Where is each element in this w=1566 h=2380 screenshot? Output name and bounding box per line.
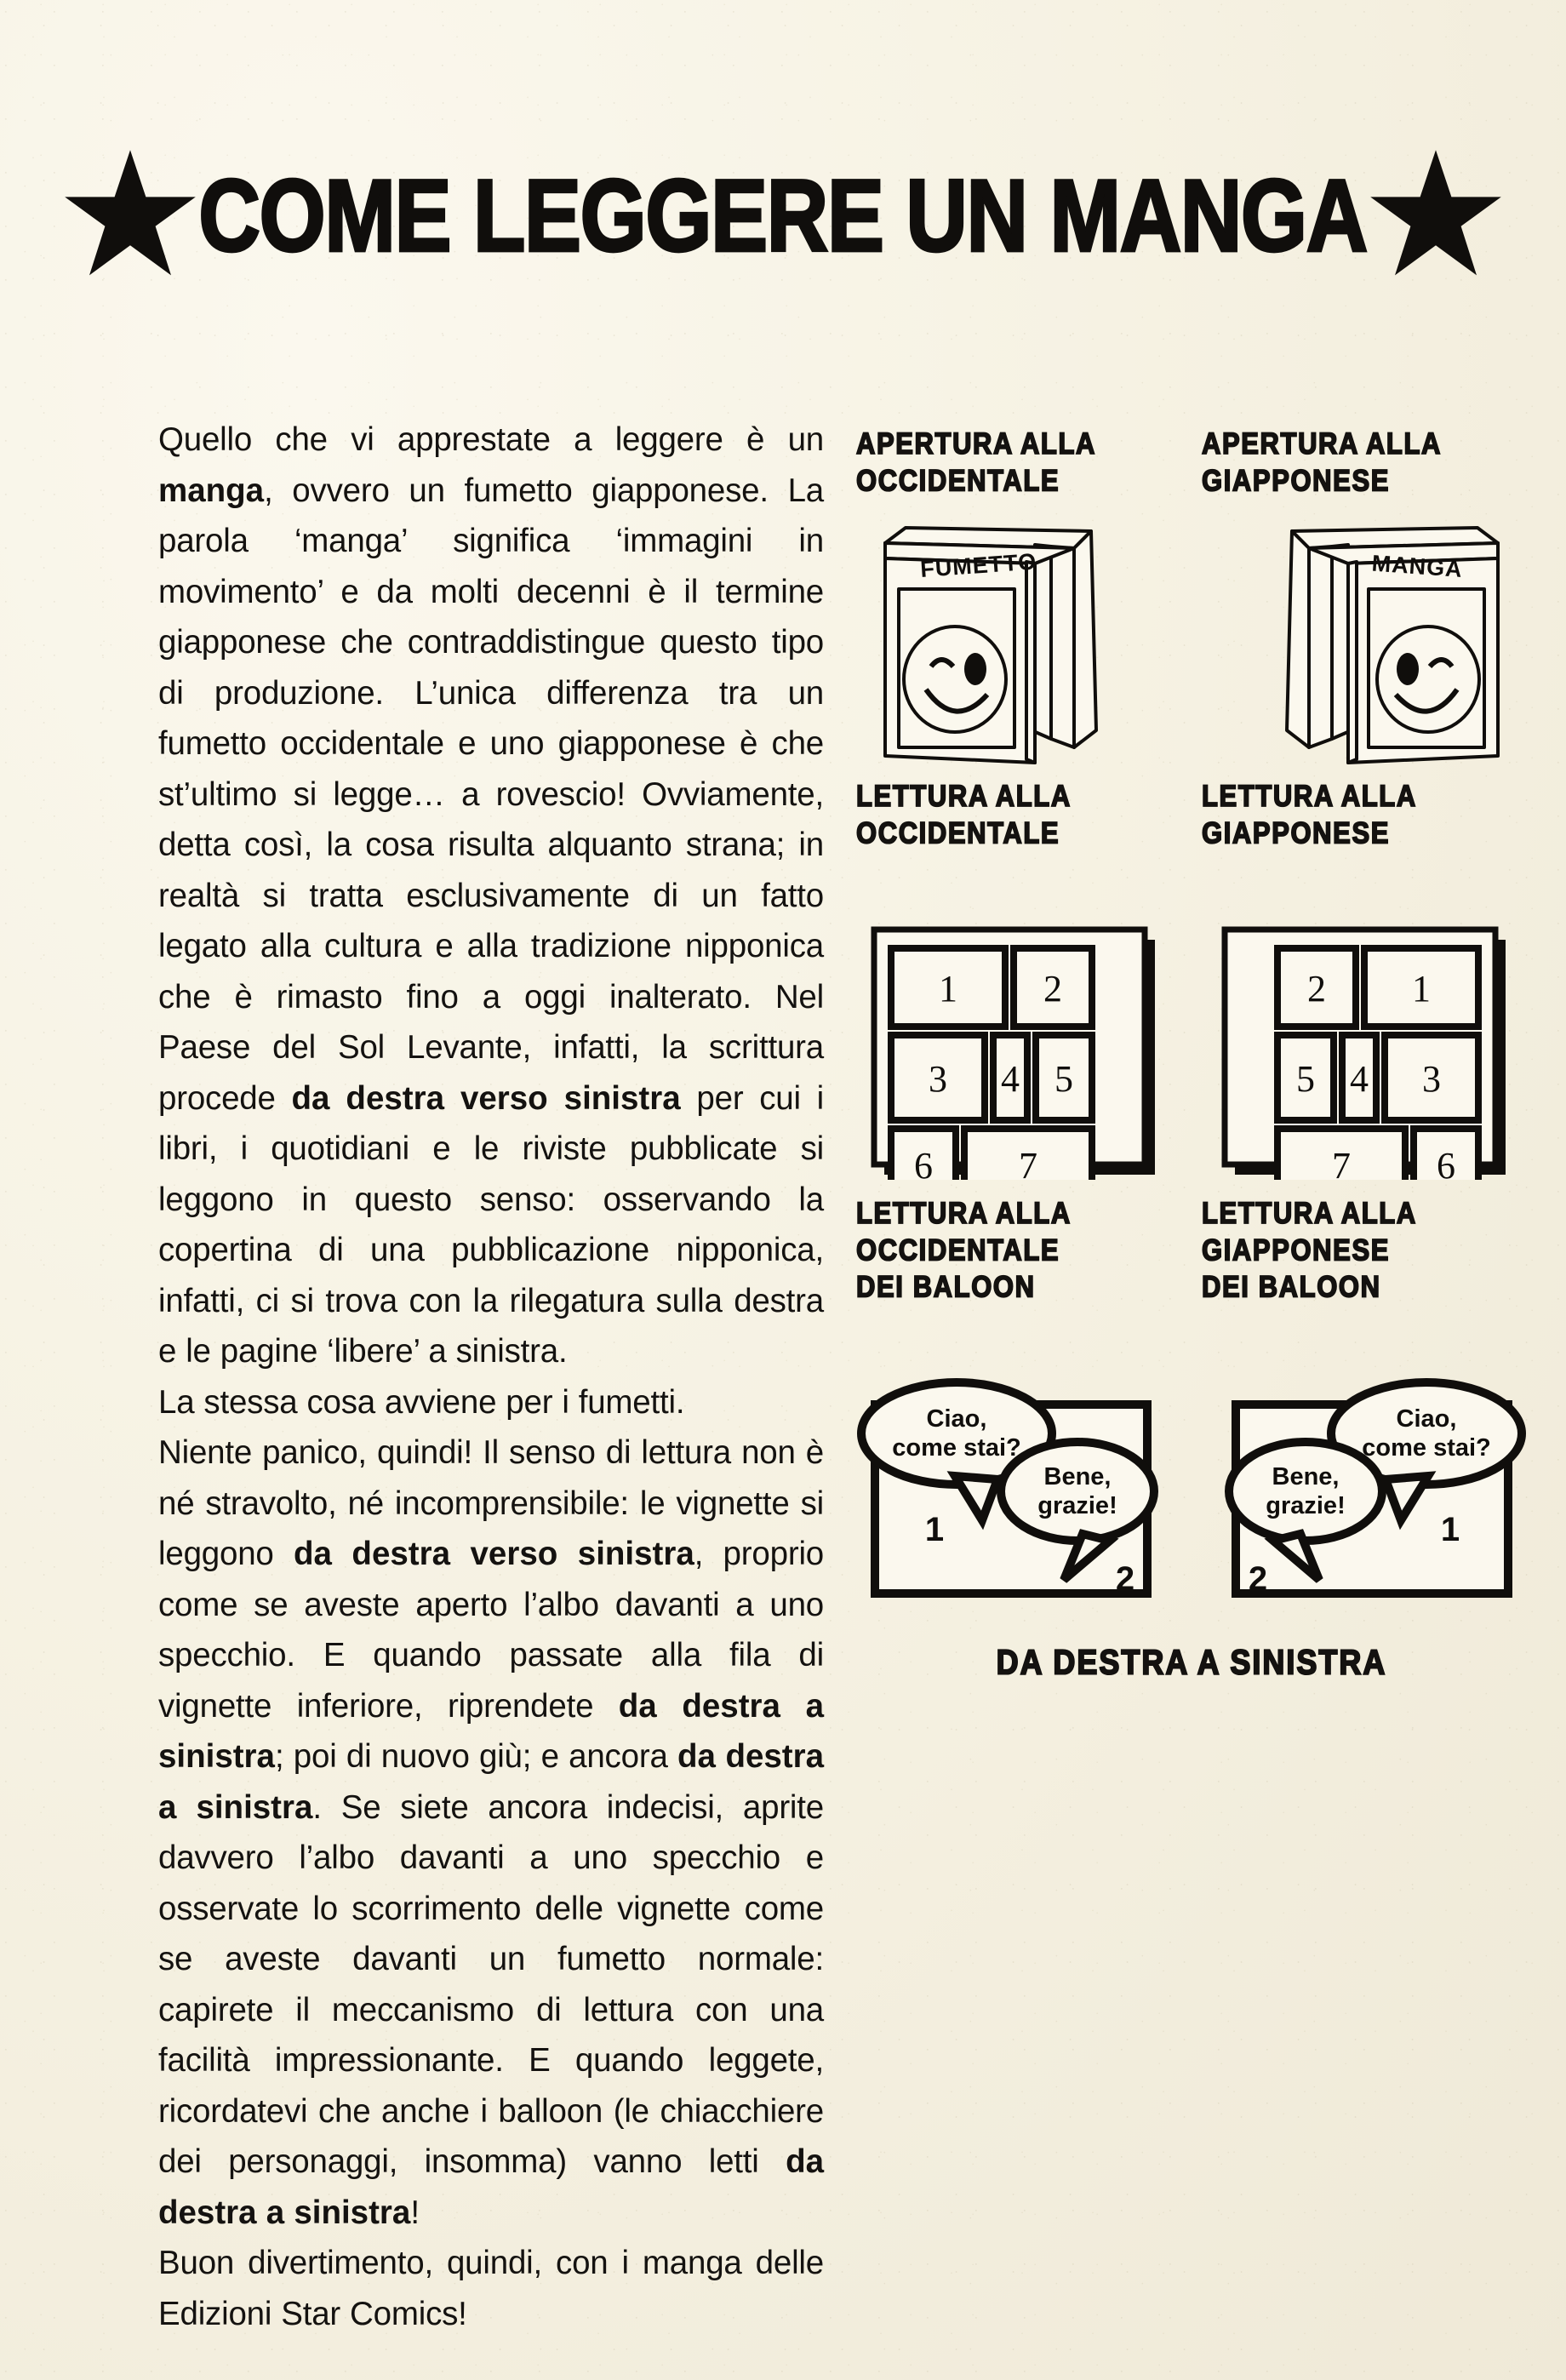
panel-number: 6 [1437,1145,1455,1180]
book-illustrations [851,511,1532,766]
article-paragraph [158,415,824,1377]
panel-number: 4 [1001,1058,1020,1100]
caption-apertura-occidentale: APERTURA ALLA OCCIDENTALE [856,426,1096,498]
body-text: ; poi di nuovo giù; e ancora [274,1738,677,1775]
panel-grid-japanese [1209,924,1514,1180]
balloon-number: 1 [924,1511,945,1548]
opening-captions [851,426,1532,498]
balloon-text-line: Bene, [1043,1463,1112,1490]
panel-number: 2 [1043,968,1062,1010]
figures-column [851,426,1532,1680]
panel-number: 4 [1350,1058,1369,1100]
body-text: ! [410,2194,420,2231]
book-fumetto [877,511,1166,766]
article-body [158,415,824,2339]
balloon-captions [851,1195,1532,1304]
panel-number: 6 [914,1145,933,1180]
book-manga-cell [1192,511,1532,766]
body-text: Niente panico, quindi! Il senso di lettura non è né stravolto, né incomprensibile: le vignette si leggono [158,1434,824,1572]
panel-number: 5 [1296,1058,1315,1100]
caption-da-destra-a-sinistra: DA DESTRA A SINISTRA [996,1642,1387,1682]
caption-lettura-occidentale: LETTURA ALLA OCCIDENTALE [856,779,1072,850]
balloon-number: 2 [1115,1560,1135,1598]
panel-number: 7 [1019,1145,1037,1180]
balloon-number: 2 [1248,1560,1268,1598]
reading-captions [851,778,1532,850]
book-cover-label: MANGA [1370,550,1464,582]
body-text: , proprio come se aveste aperto l’albo davanti a uno specchio. E quando passate alla fila di vignette inferiore, riprendete [158,1536,825,1725]
panel-number: 2 [1307,968,1326,1010]
caption-baloon-occidentale: LETTURA ALLA OCCIDENTALE DEI BALOON [856,1196,1072,1304]
body-text: , ovvero un fumetto giapponese. La parola ‘manga’ significa ‘immagini in movimento’ e da molti decenni è il termine giapponese che contraddistingue questo tipo di produzione. L’unica differenza tra un fumetto occidentale e uno giapponese è che st’ultimo si legge… a rovescio! Ovviamente, detta così, la cosa risulta alquanto strana; in realtà si tratta esclusivamente di un fatto legato alla cultura e alla tradizione nipponica che è rimasto fino a oggi inalterato. Nel Paese del Sol Levante, infatti, la scrittura procede [158,472,824,1117]
panel-number: 3 [929,1058,947,1100]
star-icon [62,147,198,283]
balloon-number: 1 [1440,1511,1460,1548]
emphasis-text: da destra a sinistra [158,2143,824,2231]
balloon-panel-western [854,1374,1188,1629]
panel-grid-western-cell [851,924,1192,1180]
balloon-illustrations [851,1374,1532,1629]
body-text: per cui i libri, i quotidiani e le riviste pubblicate si leggono in questo senso: osservando la copertina di una pubblicazione nipponica, infatti, ci si trova con la rilegatura sulla destra e le pagine ‘libere’ a sinistra. [158,1079,824,1370]
panel-number: 1 [939,968,957,1010]
panel-number: 1 [1412,968,1431,1010]
balloon-panel-western-cell [851,1374,1192,1629]
article-column [158,415,824,2339]
balloon-text-line: grazie! [1266,1492,1346,1519]
book-manga [1217,511,1506,766]
article-paragraph [158,1377,824,1428]
emphasis-text: da destra verso sinistra [291,1079,681,1117]
emphasis-text: da destra a sinistra [158,1687,824,1775]
caption-baloon-giapponese: LETTURA ALLA GIAPPONESE DEI BALOON [1202,1196,1417,1304]
panel-number: 5 [1054,1058,1073,1100]
balloon-panel-japanese [1195,1374,1529,1629]
panel-grid-western [869,924,1174,1180]
balloon-text-line: Ciao, [926,1405,987,1433]
balloon-text-line: come stai? [1362,1434,1491,1462]
panel-grid-illustrations [851,924,1532,1180]
panel-number: 3 [1422,1058,1441,1100]
page-title: COME LEGGERE UN MANGA [198,157,1368,272]
body-text: Buon divertimento, quindi, con i manga delle Edizioni Star Comics! [158,2245,824,2332]
emphasis-text: da destra a sinistra [158,1738,824,1826]
balloon-text-line: Ciao, [1396,1405,1457,1433]
article-paragraph [158,2238,824,2339]
caption-lettura-giapponese: LETTURA ALLA GIAPPONESE [1202,779,1417,850]
balloon-text-line: come stai? [892,1434,1021,1462]
panel-number: 7 [1332,1145,1351,1180]
body-text: . Se siete ancora indecisi, aprite davvero l’albo davanti a uno specchio e osservate lo scorrimento delle vignette come se aveste davanti un fumetto normale: capirete il meccanismo di lettura con una facilità impressionante. E quando leggete, ricordatevi che anche i balloon (le chiacchiere dei personaggi, insomma) vanno letti [158,1788,824,2180]
emphasis-text: da destra verso sinistra [293,1536,694,1572]
balloon-text-line: Bene, [1272,1463,1340,1490]
caption-apertura-giapponese: APERTURA ALLA GIAPPONESE [1202,426,1442,498]
balloon-panel-japanese-cell [1192,1374,1532,1629]
body-text: La stessa cosa avviene per i fumetti. [158,1383,685,1421]
emphasis-text: manga [158,472,265,509]
article-paragraph [158,1427,824,2238]
body-text: Quello che vi apprestate a leggere è un [158,421,824,458]
balloon-text-line: grazie! [1037,1492,1117,1519]
book-fumetto-cell [851,511,1192,766]
book-cover-label: FUMETTO [919,548,1038,582]
page-header [0,143,1566,288]
star-icon [1368,147,1504,283]
panel-grid-japanese-cell [1192,924,1532,1180]
